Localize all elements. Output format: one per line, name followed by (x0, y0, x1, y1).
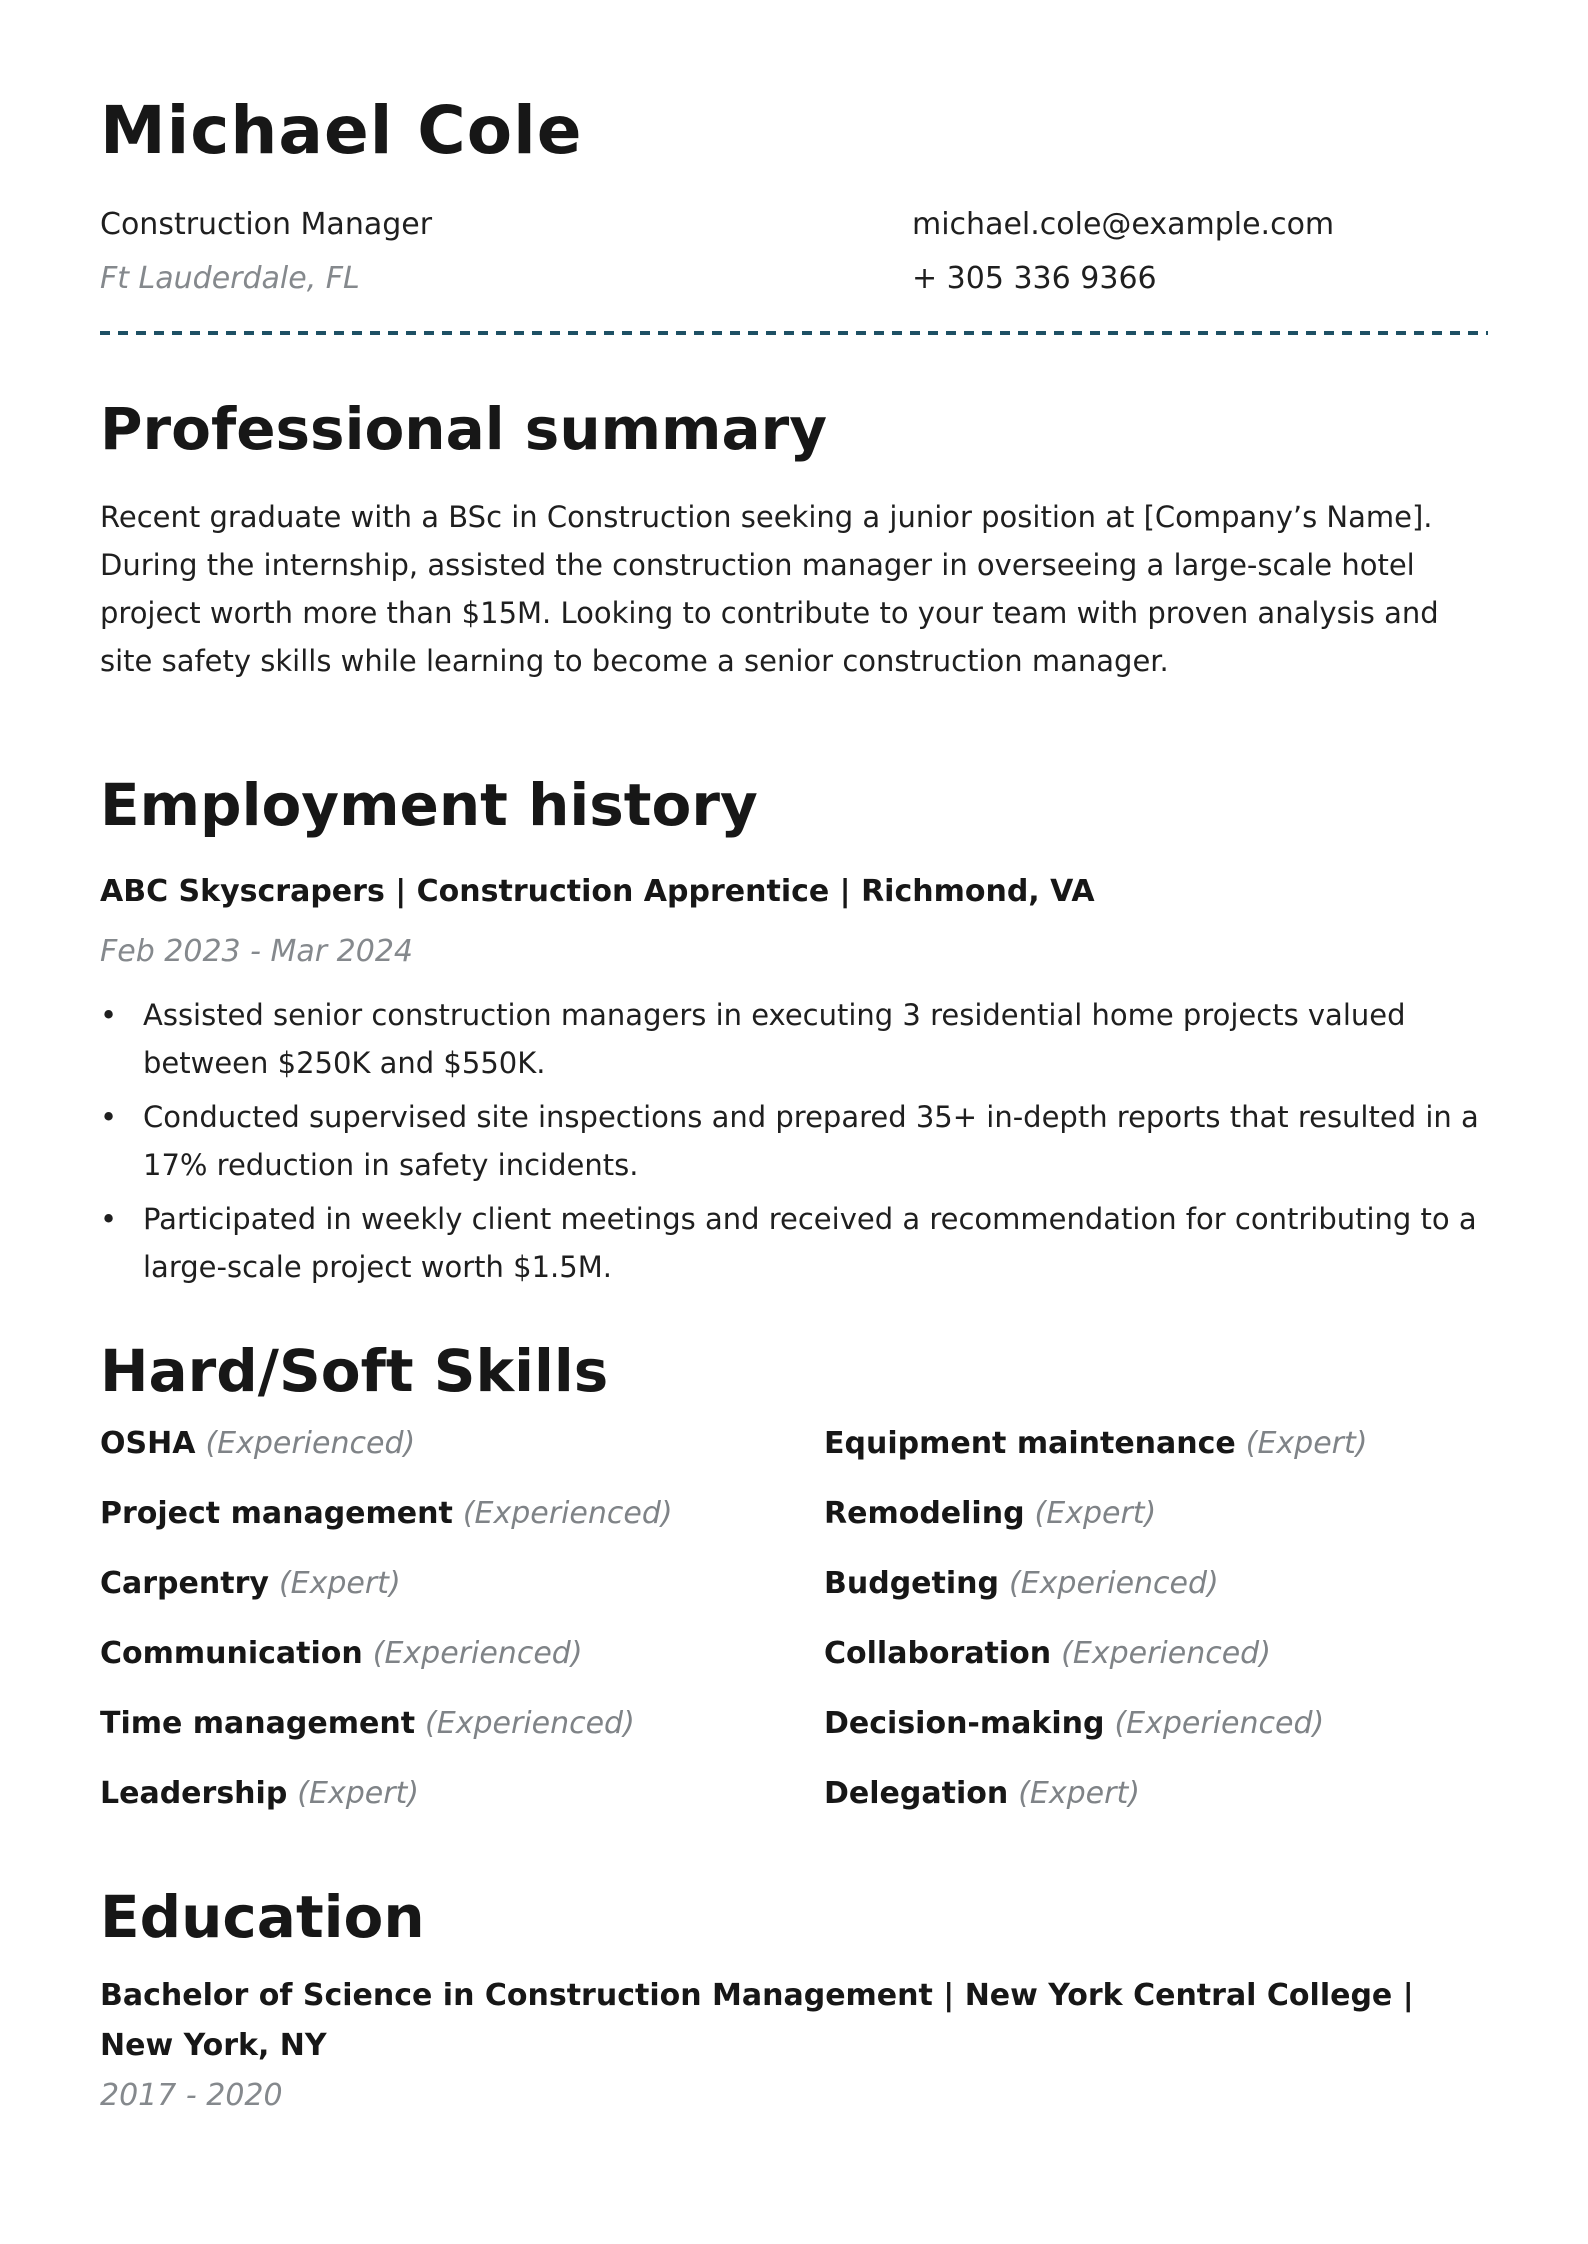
skill-name: Project management (100, 1496, 453, 1531)
education-dates: 2017 - 2020 (100, 2078, 283, 2113)
skill-item (824, 1427, 1488, 1461)
skill-name: OSHA (100, 1426, 196, 1461)
skills-grid (100, 1427, 1488, 1811)
skill-name: Collaboration (824, 1636, 1052, 1671)
skill-name: Carpentry (100, 1566, 269, 1601)
job-bullet-text: Participated in weekly client meetings and received a recommendation for contributing to a large-scale project worth $1.5M. (143, 1202, 1477, 1284)
job-bullet (100, 1093, 1488, 1189)
skill-item (100, 1567, 824, 1601)
skill-name: Time management (100, 1706, 416, 1741)
bullet-icon: • (100, 998, 118, 1032)
degree-heading: Bachelor of Science in Construction Management | New York Central College | New York, NY (100, 1978, 1414, 2063)
email-address: michael.cole@example.com (912, 207, 1335, 242)
employment-title: Employment history (100, 771, 758, 839)
candidate-name: Michael Cole (100, 92, 583, 169)
skill-level: (Experienced) (372, 1636, 583, 1671)
skill-item (824, 1567, 1488, 1601)
education-title: Education (100, 1883, 425, 1951)
job-heading: ABC Skyscrapers | Construction Apprentice | Richmond, VA (100, 874, 1095, 909)
skill-name: Decision-making (824, 1706, 1105, 1741)
skill-item (824, 1637, 1488, 1671)
skill-level: (Expert) (1018, 1776, 1140, 1811)
skill-level: (Experienced) (205, 1426, 416, 1461)
resume-header (100, 92, 1488, 335)
job-bullet-text: Assisted senior construction managers in executing 3 residential home projects valued between $250K and $550K. (143, 998, 1406, 1080)
skill-level: (Experienced) (1008, 1566, 1219, 1601)
section-summary (100, 397, 1488, 685)
bullet-icon: • (100, 1100, 118, 1134)
job-bullet (100, 991, 1488, 1087)
skill-level: (Experienced) (462, 1496, 673, 1531)
dashed-divider (100, 331, 1488, 335)
job-dates: Feb 2023 - Mar 2024 (100, 934, 414, 969)
skill-level: (Experienced) (1114, 1706, 1325, 1741)
skill-item (824, 1777, 1488, 1811)
skill-level: (Expert) (1245, 1426, 1368, 1461)
skill-item (824, 1707, 1488, 1741)
contact-info (100, 208, 1488, 296)
skill-name: Communication (100, 1636, 363, 1671)
skill-level: (Experienced) (425, 1706, 635, 1741)
skill-item (100, 1777, 824, 1811)
skill-level: (Expert) (278, 1566, 401, 1601)
job-bullet (100, 1195, 1488, 1291)
skill-item (100, 1707, 824, 1741)
job-bullet-list (100, 991, 1488, 1291)
skill-item (100, 1427, 824, 1461)
skill-item (100, 1637, 824, 1671)
skill-name: Delegation (824, 1776, 1009, 1811)
skill-name: Equipment maintenance (824, 1426, 1236, 1461)
skill-level: (Experienced) (1061, 1636, 1271, 1671)
skill-name: Remodeling (824, 1496, 1025, 1531)
job-bullet-text: Conducted supervised site inspections and prepared 35+ in-depth reports that resulted in a 17% reduction in safety incidents. (143, 1100, 1479, 1182)
section-employment (100, 773, 1488, 1291)
summary-body: Recent graduate with a BSc in Construction seeking a junior position at [Company’s Name]. During the internship, assisted the construction manager in overseeing a large-scale hotel project worth more than $15M. Looking to contribute to your team with proven analysis and site safety skills while learning to become a senior construction manager. (100, 500, 1439, 678)
summary-title: Professional summary (100, 395, 828, 463)
skills-title: Hard/Soft Skills (100, 1337, 609, 1405)
skill-item (824, 1497, 1488, 1531)
skill-level: (Expert) (297, 1776, 420, 1811)
skill-level: (Expert) (1034, 1496, 1157, 1531)
bullet-icon: • (100, 1202, 118, 1236)
job-role: Construction Manager (100, 207, 433, 242)
skill-name: Budgeting (824, 1566, 999, 1601)
location: Ft Lauderdale, FL (100, 261, 360, 296)
phone-number: + 305 336 9366 (912, 261, 1157, 296)
skill-name: Leadership (100, 1776, 288, 1811)
section-skills (100, 1339, 1488, 1811)
skill-item (100, 1497, 824, 1531)
section-education (100, 1885, 1488, 2113)
